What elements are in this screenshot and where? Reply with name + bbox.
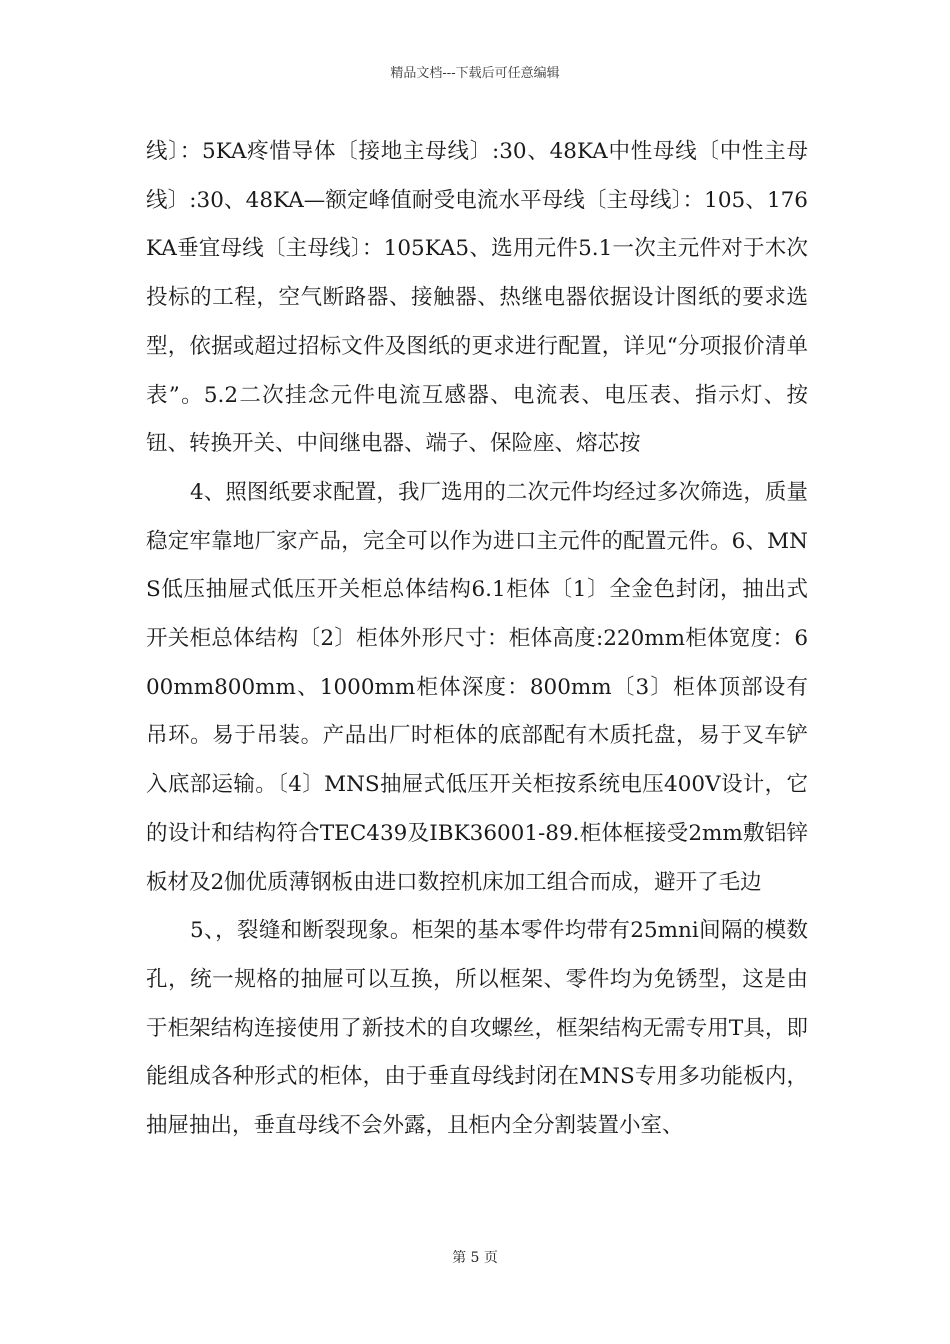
page-number: 第 5 页 — [452, 1250, 498, 1266]
document-body — [146, 128, 808, 1151]
page-header: 精品文档---下载后可任意编辑 — [390, 66, 560, 81]
paragraph-1: 线〕：5KA疼惜导体〔接地主母线〕:30、48KA中性母线〔中性主母线〕:30、48KA—额定峰值耐受电流水平母线〔主母线〕：105、176KA垂宜母线〔主母线〕：105KA5、选用元件5.1一次主元件对于木次投标的工程，空气断路器、接触器、热继电器依据设计图纸的要求选型，依据或超过招标文件及图纸的更求进行配置，详见“分项报价清单表”。5.2二次挂念元件电流互感器、电流表、电压表、指示灯、按钮、转换开关、中间继电器、端子、保险座、熔芯按 — [146, 139, 808, 457]
paragraph-3: 5、，裂缝和断裂现象。柜架的基本零件均带有25mni间隔的模数孔，统一规格的抽屉可以互换，所以框架、零件均为免锈型，这是由于柜架结构连接使用了新技术的自攻螺丝，框架结构无需专用T具，即能组成各种形式的柜体，由于垂直母线封闭在MNS专用多功能板内，抽屉抽出，垂直母线不会外露，且柜内全分割装置小室、 — [146, 918, 808, 1139]
paragraph-2: 4、照图纸要求配置，我厂选用的二次元件均经过多次筛选，质量稳定牢靠地厂家产品，完全可以作为进口主元件的配置元件。6、MNS低压抽屉式低压开关柜总体结构6.1柜体〔1〕全金色封闭，抽出式开关柜总体结构〔2〕柜体外形尺寸：柜体高度:220mm柜体宽度：600mm800mm、1000mm柜体深度：800mm〔3〕柜体顶部设有吊环。易于吊装。产品出厂时柜体的底部配有木质托盘，易于叉车铲入底部运输。〔4〕MNS抽屉式低压开关柜按系统电压400V设计，它的设计和结构符合TEC439及IBK36001-89.柜体框接受2mm敷铝锌板材及2伽优质薄钢板由进口数控机床加工组合而成，避开了毛边 — [146, 479, 808, 895]
